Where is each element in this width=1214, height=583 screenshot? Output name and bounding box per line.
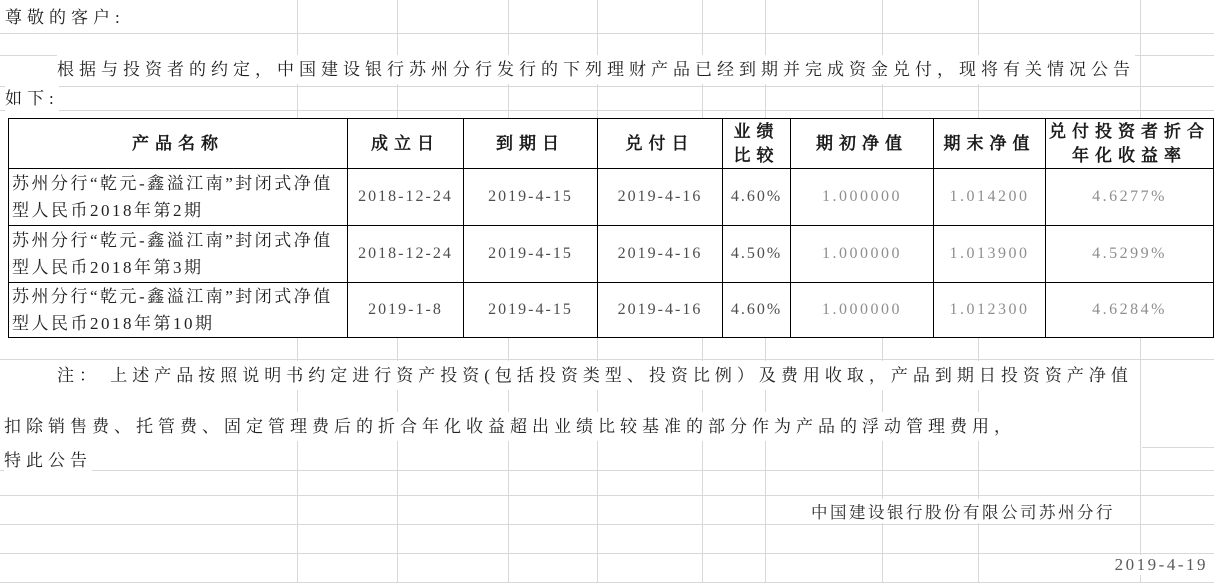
cell-product-name: 苏州分行“乾元-鑫溢江南”封闭式净值型人民币2018年第2期 [9, 169, 348, 226]
cell-annualized-yield: 4.6284% [1046, 283, 1214, 338]
products-table [8, 118, 1214, 338]
gridline-horizontal [0, 524, 1214, 525]
signature-text: 中国建设银行股份有限公司苏州分行 [811, 499, 1115, 523]
column-header-maturity-date: 到期日 [464, 119, 598, 169]
note-line-3: 特此公告 [4, 446, 92, 475]
cell-maturity-date: 2019-4-15 [464, 169, 598, 226]
column-header-benchmark: 业绩比较 [723, 119, 791, 169]
intro-paragraph [5, 55, 1135, 113]
cell-annualized-yield: 4.5299% [1046, 226, 1214, 283]
column-header-product-name: 产品名称 [9, 119, 348, 169]
gridline-horizontal [1142, 447, 1214, 448]
cell-payment-date: 2019-4-16 [598, 226, 723, 283]
cell-start-date: 2019-1-8 [348, 283, 464, 338]
cell-payment-date: 2019-4-16 [598, 169, 723, 226]
note-line-2: 扣除销售费、托管费、固定管理费后的折合年化收益超出业绩比较基准的部分作为产品的浮动管理费用， [4, 412, 1016, 441]
cell-initial-nav: 1.000000 [791, 226, 934, 283]
cell-final-nav: 1.012300 [934, 283, 1046, 338]
column-header-start-date: 成立日 [348, 119, 464, 169]
intro-line-2: 如下: [5, 84, 59, 113]
table-row [9, 169, 1214, 226]
cell-product-name: 苏州分行“乾元-鑫溢江南”封闭式净值型人民币2018年第10期 [9, 283, 348, 338]
note-line-1: 注： 上述产品按照说明书约定进行资产投资(包括投资类型、投资比例）及费用收取，产品到期日投资资产净值 [5, 361, 1133, 390]
cell-benchmark: 4.60% [723, 283, 791, 338]
cell-product-name: 苏州分行“乾元-鑫溢江南”封闭式净值型人民币2018年第3期 [9, 226, 348, 283]
cell-payment-date: 2019-4-16 [598, 283, 723, 338]
cell-benchmark: 4.60% [723, 169, 791, 226]
gridline-horizontal [0, 495, 1214, 496]
gridline-horizontal [0, 33, 1214, 34]
cell-start-date: 2018-12-24 [348, 169, 464, 226]
cell-maturity-date: 2019-4-15 [464, 226, 598, 283]
gridline-horizontal [0, 359, 1214, 360]
intro-line-1: 根据与投资者的约定，中国建设银行苏州分行发行的下列理财产品已经到期并完成资金兑付，现将有关情况公告 [57, 55, 1135, 84]
cell-initial-nav: 1.000000 [791, 283, 934, 338]
column-header-initial-nav: 期初净值 [791, 119, 934, 169]
cell-maturity-date: 2019-4-15 [464, 283, 598, 338]
table-row [9, 226, 1214, 283]
column-header-final-nav: 期末净值 [934, 119, 1046, 169]
cell-start-date: 2018-12-24 [348, 226, 464, 283]
gridline-horizontal [0, 470, 1214, 471]
cell-final-nav: 1.014200 [934, 169, 1046, 226]
table-row [9, 283, 1214, 338]
gridline-horizontal [0, 553, 1214, 554]
announcement-date: 2019-4-19 [1114, 555, 1208, 574]
cell-initial-nav: 1.000000 [791, 169, 934, 226]
column-header-payment-date: 兑付日 [598, 119, 723, 169]
greeting-text: 尊敬的客户: [5, 3, 125, 32]
table-header-row [9, 119, 1214, 169]
cell-final-nav: 1.013900 [934, 226, 1046, 283]
cell-benchmark: 4.50% [723, 226, 791, 283]
cell-annualized-yield: 4.6277% [1046, 169, 1214, 226]
column-header-annualized-yield: 兑付投资者折合年化收益率 [1046, 119, 1214, 169]
